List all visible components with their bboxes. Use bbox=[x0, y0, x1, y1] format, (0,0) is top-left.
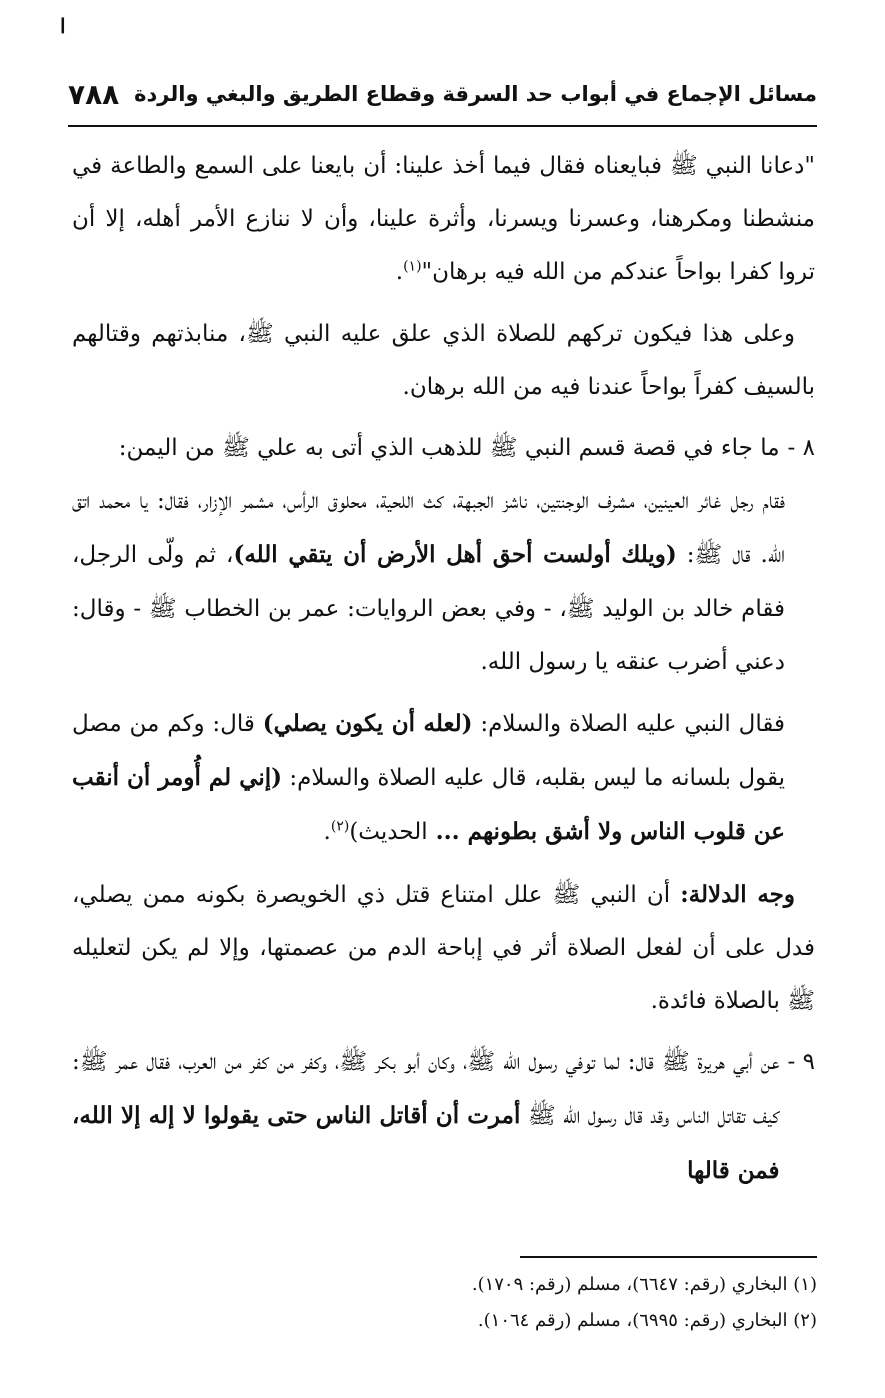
list-item-8 bbox=[72, 422, 815, 475]
main-text bbox=[72, 140, 815, 1198]
item-8-text-c: ، ثم ولّى الرجل، فقام خالد بن الوليد ﷺ، - وفي بعض الروايات: عمر بن الخطاب ﷺ - وقال: دعني أضرب عنقه يا رسول الله. bbox=[72, 542, 785, 675]
item-number-8: ٨ - bbox=[787, 435, 815, 462]
item-8-text-f: قال: وكم من مصل يقول بلسانه ما ليس بقلبه، قال عليه الصلاة والسلام: bbox=[72, 711, 785, 792]
item-8-text-d: فقال النبي عليه الصلاة والسلام: bbox=[472, 711, 785, 738]
corner-mark: ا bbox=[60, 14, 66, 38]
item-number-9: ٩ - bbox=[787, 1049, 815, 1076]
item-8-quote-hearts: (إني لم أُومر أن أنقب عن قلوب الناس ولا أشق بطونهم ... bbox=[72, 764, 785, 846]
item-8-prophet-quote: (ويلك أولست أحق أهل الأرض أن يتقي الله) bbox=[233, 541, 677, 569]
footnotes bbox=[70, 1267, 817, 1339]
footnote-2: (٢) البخاري (رقم: ٦٩٩٥)، مسلم (رقم ١٠٦٤). bbox=[477, 1310, 817, 1331]
item-8-hadith-tag: الحديث) bbox=[349, 819, 428, 846]
wajh-text: أن النبي ﷺ علل امتناع قتل ذي الخويصرة بكونه ممن يصلي، فدل على أن لفعل الصلاة أثر في إباحة الدم من عصمتها، وإلا لم يكن لتعليله ﷺ بالصلاة فائدة. bbox=[72, 881, 815, 1015]
footnote-rule bbox=[520, 1256, 817, 1258]
item-9-quote: أمرت أن أقاتل الناس حتى يقولوا لا إله إلا الله، فمن قالها bbox=[72, 1102, 780, 1184]
item-8-response bbox=[72, 697, 815, 860]
item-8-narrative bbox=[72, 475, 815, 689]
wajh-label: وجه الدلالة: bbox=[680, 880, 795, 908]
item-8-body bbox=[72, 422, 780, 475]
item-8-intro: ما جاء في قصة قسم النبي ﷺ للذهب الذي أتى به علي ﷺ من اليمن: bbox=[118, 435, 780, 462]
item-8-quote-pray: (لعله أن يكون يصلي) bbox=[262, 710, 473, 738]
paragraph-conclusion: وعلى هذا فيكون تركهم للصلاة الذي علق عليه النبي ﷺ، منابذتهم وقتالهم بالسيف كفراً بواحاً عندنا فيه من الله برهان. bbox=[72, 320, 815, 400]
paragraph-hadith-quote bbox=[72, 140, 815, 300]
item-8-end: . bbox=[323, 819, 331, 846]
item-9-text-a: عن أبي هريرة ﷺ قال: لما توفي رسول الله ﷺ، وكان أبو بكر ﷺ، وكفر من كفر من العرب، فقال عمر ﷺ: كيف تقاتل الناس وقد قال رسول الله ﷺ bbox=[72, 1049, 780, 1130]
page-number: ٧٨٨ bbox=[68, 77, 120, 111]
footnote-ref-1[interactable]: (١) bbox=[403, 258, 422, 275]
running-title: مسائل الإجماع في أبواب حد السرقة وقطاع الطريق والبغي والردة bbox=[134, 82, 817, 106]
header-rule bbox=[68, 125, 817, 127]
footnote-ref-2[interactable]: (٢) bbox=[330, 818, 350, 835]
item-9-text bbox=[72, 1036, 780, 1198]
hadith-quote-text: "دعانا النبي ﷺ فبايعناه فقال فيما أخذ علينا: أن بايعنا على السمع والطاعة في منشطنا ومكرهنا، وعسرنا ويسرنا، وأثرة علينا، وأن لا ننازع الأمر أهله، إلا أن تروا كفرا بواحاً عندكم من الله فيه برهان" bbox=[72, 153, 815, 286]
item-8-text-a: فقام رجل غائر العينين، مشرف الوجنتين، ناشز الجبهة، كث اللحية، محلوق الرأس، مشمر الإزار، فقال: يا محمد اتق الله. قال ﷺ: bbox=[72, 488, 786, 569]
footnote-1: (١) البخاري (رقم: ٦٦٤٧)، مسلم (رقم: ١٧٠٩). bbox=[471, 1274, 817, 1295]
list-item-9 bbox=[72, 1036, 815, 1198]
hadith-quote-end: . bbox=[395, 259, 404, 286]
paragraph-wajh-dalala bbox=[72, 868, 815, 1029]
item-9-body bbox=[72, 1036, 780, 1198]
page-header bbox=[68, 74, 817, 114]
